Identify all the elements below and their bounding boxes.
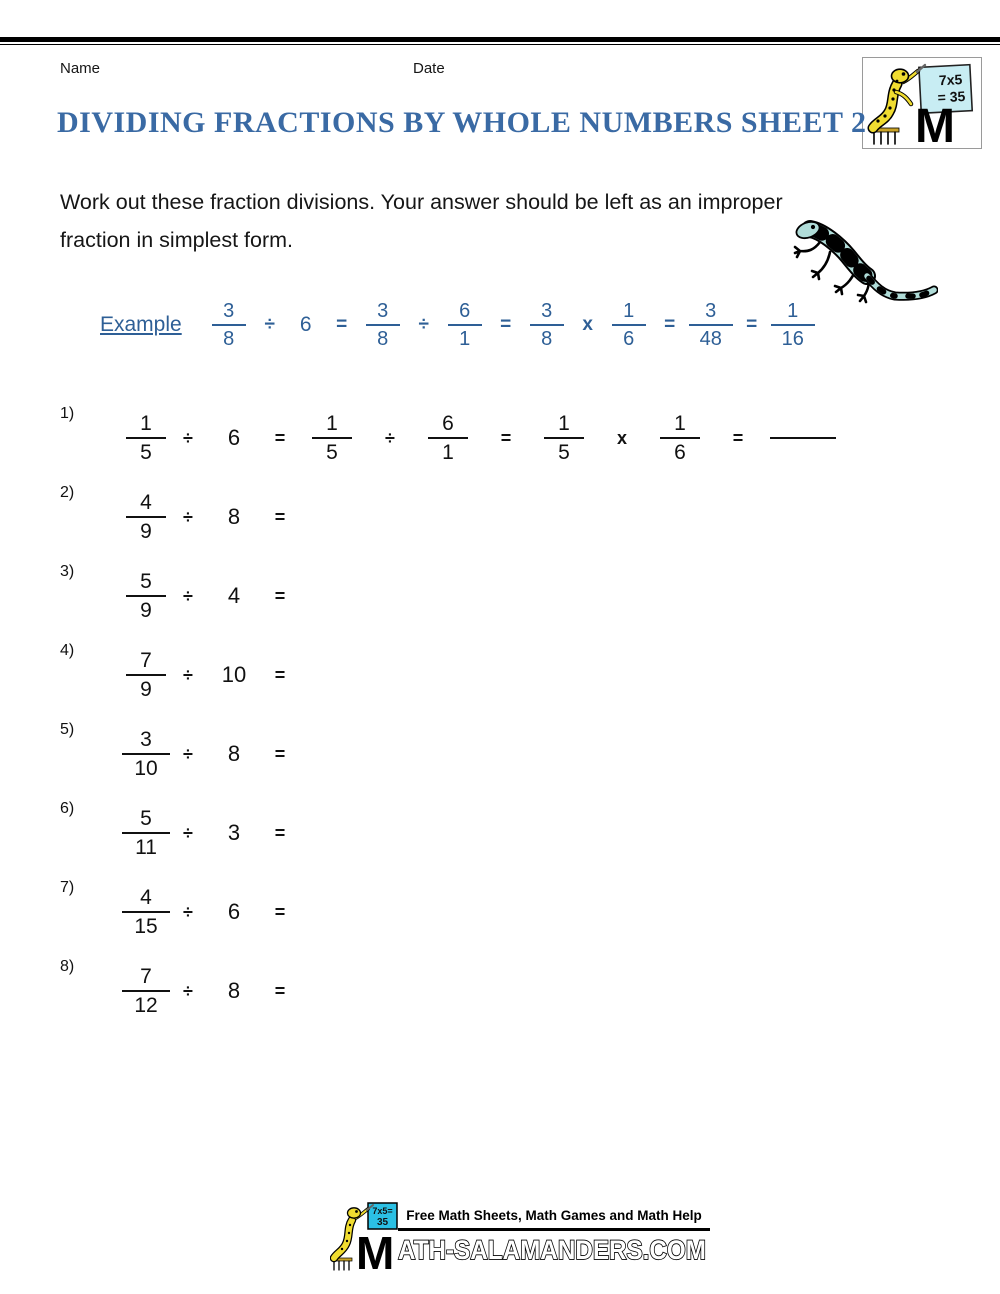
divide-sign: ÷	[183, 822, 193, 843]
fraction-numerator: 1	[787, 300, 799, 322]
fraction-denominator: 16	[781, 328, 804, 350]
fraction-bar	[126, 516, 166, 518]
fraction	[538, 412, 590, 464]
divide-sign: ÷	[183, 901, 193, 922]
fraction-bar	[122, 990, 170, 992]
fraction-bar	[530, 324, 564, 326]
fraction-numerator: 1	[326, 412, 338, 435]
fraction-bar	[122, 832, 170, 834]
fraction-numerator: 3	[140, 728, 152, 751]
fraction-denominator: 48	[699, 328, 722, 350]
divide-sign: ÷	[183, 980, 193, 1001]
equals-sign: =	[274, 901, 286, 922]
fraction	[362, 300, 404, 350]
fraction-denominator: 9	[140, 599, 152, 622]
whole-number: 6	[299, 313, 312, 336]
divide-sign: ÷	[183, 506, 193, 527]
problem-number: 3)	[60, 563, 75, 580]
fraction	[772, 300, 814, 350]
equals-sign: =	[274, 427, 286, 448]
fraction-denominator: 5	[140, 441, 152, 464]
fraction-bar	[428, 437, 468, 439]
fraction-bar	[126, 595, 166, 597]
fraction-denominator: 5	[326, 441, 338, 464]
page-title: DIVIDING FRACTIONS BY WHOLE NUMBERS SHEET 2	[57, 106, 867, 139]
fraction	[608, 300, 650, 350]
fraction-denominator: 5	[558, 441, 570, 464]
whole-number: 8	[227, 504, 241, 529]
fraction	[120, 886, 172, 938]
wordmark-text: ATH-SALAMANDERS.COM	[398, 1235, 706, 1265]
fraction-numerator: 1	[140, 412, 152, 435]
divide-sign: ÷	[183, 743, 193, 764]
divide-sign: ÷	[385, 427, 395, 448]
fraction-numerator: 6	[459, 300, 471, 322]
fraction-numerator: 3	[541, 300, 553, 322]
fraction-bar	[448, 324, 482, 326]
whole-number: 4	[227, 583, 241, 608]
fraction	[422, 412, 474, 464]
fraction-bar	[126, 674, 166, 676]
fraction-denominator: 11	[135, 836, 157, 859]
fraction-bar	[660, 437, 700, 439]
equals-sign: =	[500, 427, 512, 448]
fraction-denominator: 10	[134, 757, 158, 780]
fraction	[120, 570, 172, 622]
problem-row	[60, 405, 836, 465]
chalkboard-icon	[368, 1203, 397, 1229]
problem-number: 4)	[60, 642, 75, 659]
equals-sign: =	[664, 314, 676, 335]
fraction-bar	[544, 437, 584, 439]
whole-number: 3	[227, 820, 241, 845]
fraction	[120, 807, 172, 859]
whole-number: 6	[227, 899, 241, 924]
fraction-numerator: 3	[223, 300, 235, 322]
fraction-numerator: 6	[442, 412, 454, 435]
date-label: Date	[413, 60, 445, 77]
multiply-sign: x	[582, 314, 593, 335]
fraction-numerator: 5	[140, 807, 152, 830]
divide-sign: ÷	[418, 314, 429, 335]
divide-sign: ÷	[183, 427, 193, 448]
fraction-denominator: 15	[134, 915, 158, 938]
fraction-denominator: 9	[140, 520, 152, 543]
multiply-sign: x	[616, 427, 627, 448]
fraction-denominator: 1	[459, 328, 471, 350]
fraction-numerator: 4	[140, 491, 152, 514]
fraction	[654, 412, 706, 464]
fraction-numerator: 3	[377, 300, 389, 322]
name-label: Name	[60, 60, 101, 77]
fraction-denominator: 6	[623, 328, 635, 350]
fraction	[444, 300, 486, 350]
svg-text:7x5=: 7x5=	[372, 1206, 393, 1216]
divide-sign: ÷	[183, 585, 193, 606]
fraction-bar	[122, 753, 170, 755]
equals-sign: =	[274, 980, 286, 1001]
fraction-bar	[689, 324, 733, 326]
instructions-line: fraction in simplest form.	[60, 228, 293, 252]
whole-number: 6	[227, 425, 241, 450]
fraction-numerator: 5	[140, 570, 152, 593]
equals-sign: =	[274, 822, 286, 843]
fraction	[690, 300, 732, 350]
equals-sign: =	[274, 506, 286, 527]
svg-text:7x5: 7x5	[938, 71, 963, 89]
problem-row	[60, 721, 296, 781]
equals-sign: =	[274, 743, 286, 764]
fraction-bar	[122, 911, 170, 913]
fraction-bar	[366, 324, 400, 326]
equals-sign: =	[274, 585, 286, 606]
site-logo-icon	[863, 58, 981, 148]
footer-divider	[398, 1228, 710, 1231]
instructions-line: Work out these fraction divisions. Your answer should be left as an improper	[60, 190, 783, 214]
svg-text:35: 35	[376, 1217, 389, 1228]
fraction-denominator: 8	[541, 328, 553, 350]
top-border-rule	[0, 37, 1000, 45]
problem-number: 1)	[60, 405, 75, 422]
example-row	[100, 297, 814, 353]
fraction-denominator: 8	[377, 328, 389, 350]
fraction-numerator: 7	[140, 965, 152, 988]
example-equation	[208, 300, 814, 350]
fraction	[120, 412, 172, 464]
divide-sign: ÷	[264, 314, 275, 335]
equals-sign: =	[274, 664, 286, 685]
equals-sign: =	[336, 314, 348, 335]
problem-row	[60, 642, 296, 702]
problem-row	[60, 484, 296, 544]
fraction-bar	[312, 437, 352, 439]
equals-sign: =	[732, 427, 744, 448]
fraction-denominator: 1	[442, 441, 454, 464]
divide-sign: ÷	[183, 664, 193, 685]
fraction-denominator: 12	[134, 994, 158, 1017]
fraction-numerator: 7	[140, 649, 152, 672]
equals-sign: =	[500, 314, 512, 335]
fraction-numerator: 1	[558, 412, 570, 435]
footer-wordmark	[396, 1232, 712, 1273]
fraction-bar	[612, 324, 646, 326]
example-label: Example	[100, 313, 182, 336]
whole-number: 10	[221, 662, 247, 687]
fraction-bar	[212, 324, 246, 326]
problem-row	[60, 800, 296, 860]
fraction	[208, 300, 250, 350]
problem-number: 2)	[60, 484, 75, 501]
footer-tagline: Free Math Sheets, Math Games and Math Help	[406, 1208, 702, 1223]
answer-blank	[770, 437, 836, 439]
fraction-numerator: 4	[140, 886, 152, 909]
fraction-bar	[771, 324, 815, 326]
fraction-bar	[126, 437, 166, 439]
fraction	[120, 649, 172, 701]
problem-number: 5)	[60, 721, 75, 738]
logo-letter-m: M	[915, 100, 955, 148]
equals-sign: =	[746, 314, 758, 335]
fraction-denominator: 9	[140, 678, 152, 701]
problem-number: 7)	[60, 879, 75, 896]
problem-row	[60, 958, 296, 1018]
whole-number: 8	[227, 741, 241, 766]
fraction	[120, 491, 172, 543]
fraction	[120, 728, 172, 780]
instructions	[60, 183, 783, 259]
svg-text:= 35: = 35	[937, 87, 966, 106]
problem-row	[60, 879, 296, 939]
whole-number: 8	[227, 978, 241, 1003]
fraction-denominator: 8	[223, 328, 235, 350]
fraction-denominator: 6	[674, 441, 686, 464]
fraction	[120, 965, 172, 1017]
fraction-numerator: 1	[674, 412, 686, 435]
site-logo-box	[862, 57, 982, 149]
fraction-numerator: 1	[623, 300, 635, 322]
fraction-numerator: 3	[705, 300, 717, 322]
problem-number: 8)	[60, 958, 75, 975]
problem-number: 6)	[60, 800, 75, 817]
fraction	[526, 300, 568, 350]
fraction	[306, 412, 358, 464]
logo-letter-m: M	[356, 1227, 395, 1274]
problem-row	[60, 563, 296, 623]
